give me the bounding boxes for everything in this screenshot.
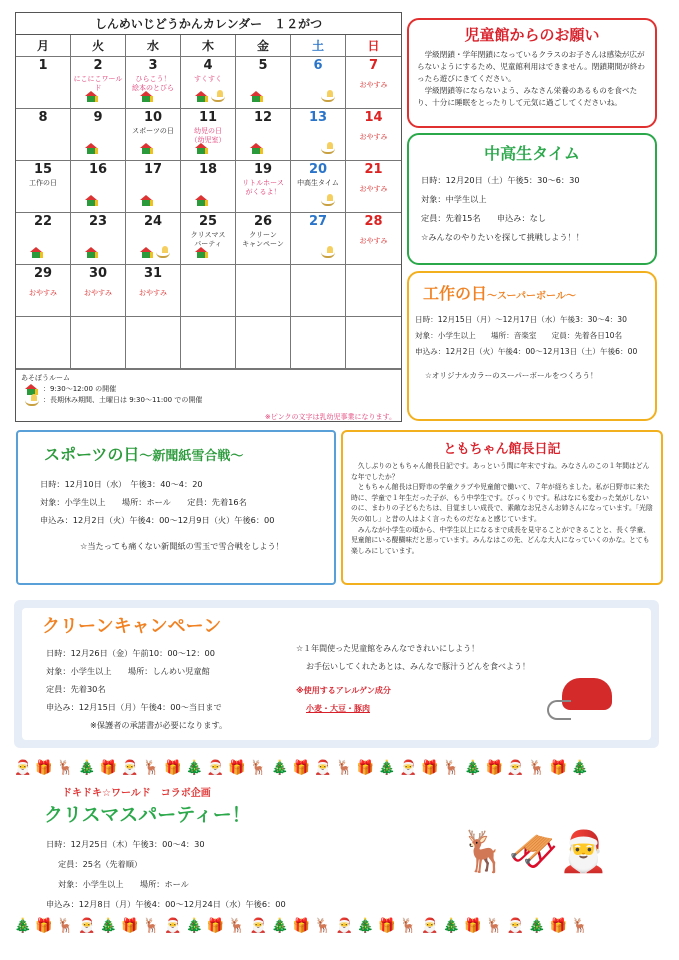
teen-time-details xyxy=(409,164,655,254)
sports-subtitle: ～新聞紙雪合戦～ xyxy=(139,449,244,464)
calendar-day xyxy=(71,109,126,161)
day-number: 11 xyxy=(198,110,218,125)
day-number: 21 xyxy=(364,162,383,177)
day-event: スポーツの日 xyxy=(132,127,174,135)
craft-date: 日時：12月15日（月）～12月17日（水）午後3：30～4：30 xyxy=(415,315,627,324)
xmas-date: 日時：12月25日（木）午後3：00～4：30 xyxy=(46,839,205,849)
xmas-capacity: 定員：25名（先着順） xyxy=(58,859,143,869)
teen-date: 日時：12月20日（土）午後5：30～6：30 xyxy=(421,175,580,185)
house-icon xyxy=(140,91,152,102)
calendar-empty-cell xyxy=(126,317,181,369)
day-number: 2 xyxy=(93,58,103,73)
craft-apply: 申込み：12月2日（火）午後4：00～12月13日（土）午後6：00 xyxy=(415,347,638,356)
day-number: 15 xyxy=(33,162,53,177)
legend-room-label: あそぼうルーム xyxy=(21,374,70,382)
calendar-day xyxy=(291,109,346,161)
calendar-day xyxy=(71,213,126,265)
craft-day-box xyxy=(407,271,657,421)
clean-apply: 申込み：12月15日（月）午後4：00～当日まで xyxy=(46,702,222,712)
calendar-day xyxy=(236,109,291,161)
teen-target: 対象：中学生以上 xyxy=(421,194,487,204)
day-number: 25 xyxy=(198,214,218,229)
craft-title: 工作の日 xyxy=(423,284,488,303)
calendar-day xyxy=(16,213,71,265)
calendar-grid xyxy=(16,35,401,369)
calendar-day xyxy=(346,265,401,317)
calendar-day xyxy=(181,265,236,317)
top-ornament-row: 🎅🎁🦌🎄🎁🎅🦌🎁🎄🎅🎁🦌🎄🎁🎅🦌🎁🎄🎅🎁🦌🎄🎁🎅🦌🎁🎄 xyxy=(14,760,593,776)
request-title: 児童館からのお願い xyxy=(464,26,600,44)
weekday-header: 火 xyxy=(71,35,126,57)
house-icon xyxy=(85,91,97,102)
house-icon xyxy=(250,91,262,102)
craft-details xyxy=(409,304,655,384)
day-number: 30 xyxy=(88,266,108,281)
calendar-day xyxy=(181,161,236,213)
xmas-apply: 申込み：12月8日（月）午後4：00～12月24日（水）午後6：00 xyxy=(46,899,286,909)
day-number: 24 xyxy=(143,214,163,229)
day-number: 10 xyxy=(143,110,163,125)
rocking-horse-icon xyxy=(321,144,335,154)
craft-target: 対象：小学生以上 場所：音楽室 定員：先着各日10名 xyxy=(415,331,623,340)
sports-apply: 申込み：12月2日（火）午後4：00～12月9日（火）午後6：00 xyxy=(40,515,275,525)
rocking-horse-icon xyxy=(25,396,39,406)
craft-subtitle: ～スーパーボール～ xyxy=(487,291,576,302)
day-number: 16 xyxy=(88,162,108,177)
day-number: 18 xyxy=(198,162,218,177)
day-event: すくすく xyxy=(194,75,222,83)
clean-date: 日時：12月26日（金）午前10：00～12：00 xyxy=(46,648,215,658)
day-number: 27 xyxy=(308,214,328,229)
clean-right-text xyxy=(296,640,530,718)
calendar-day xyxy=(16,57,71,109)
calendar-day xyxy=(291,265,346,317)
day-number: 1 xyxy=(38,58,48,73)
day-number: 31 xyxy=(143,266,163,281)
calendar xyxy=(15,12,402,422)
santa-sleigh-icon: 🦌🛷🎅 xyxy=(459,829,609,875)
sports-title: スポーツの日 xyxy=(44,445,140,464)
calendar-day xyxy=(346,161,401,213)
day-event: おやすみ xyxy=(84,289,112,297)
allergen-title: ※使用するアレルゲン成分 xyxy=(296,686,391,695)
day-event: 工作の日 xyxy=(29,179,57,187)
teen-time-box xyxy=(407,133,657,265)
allergen-list: 小麦・大豆・豚肉 xyxy=(306,704,370,713)
legend-note: ※ピンクの文字は乳幼児事業になります。 xyxy=(264,413,396,421)
calendar-day xyxy=(126,161,181,213)
calendar-day xyxy=(71,161,126,213)
sports-note: ☆当たっても痛くない新聞紙の雪玉で雪合戦をしよう！ xyxy=(80,541,284,551)
calendar-day xyxy=(346,213,401,265)
day-event: クリスマス パーティ xyxy=(190,231,226,248)
house-icon xyxy=(195,91,207,102)
day-number: 23 xyxy=(88,214,108,229)
calendar-day xyxy=(126,57,181,109)
house-icon xyxy=(85,143,97,154)
day-number: 13 xyxy=(308,110,328,125)
calendar-day xyxy=(16,161,71,213)
xmas-title: クリスマスパーティー！ xyxy=(44,804,251,826)
weekday-header: 金 xyxy=(236,35,291,57)
xmas-details xyxy=(46,834,286,914)
clean-target: 対象：小学生以上 場所：しんめい児童館 xyxy=(46,666,210,676)
day-number: 22 xyxy=(33,214,53,229)
calendar-day xyxy=(346,109,401,161)
day-number: 20 xyxy=(308,162,328,177)
calendar-empty-cell xyxy=(181,317,236,369)
day-number: 3 xyxy=(148,58,158,73)
house-icon xyxy=(195,247,207,258)
day-number: 8 xyxy=(38,110,48,125)
calendar-day xyxy=(16,265,71,317)
teen-note: ☆みんなのやりたいを探して挑戦しよう！！ xyxy=(421,232,584,242)
legend-line-1: ：9:30～12:00 の開催 xyxy=(43,385,117,393)
legend-line-2: ：長期休み期間、土曜日は 9:30～11:00 での開催 xyxy=(43,396,203,404)
day-event: おやすみ xyxy=(139,289,167,297)
calendar-day xyxy=(236,265,291,317)
bottom-ornament-row: 🎄🎁🦌🎅🎄🎁🦌🎅🎄🎁🦌🎅🎄🎁🦌🎅🎄🎁🦌🎅🎄🎁🦌🎅🎄🎁🦌 xyxy=(14,918,593,934)
rocking-horse-icon xyxy=(321,196,335,206)
teen-capacity: 定員：先着15名 申込み：なし xyxy=(421,213,547,223)
day-event: おやすみ xyxy=(359,133,388,141)
house-icon xyxy=(140,143,152,154)
day-event: おやすみ xyxy=(359,237,388,245)
clean-capacity: 定員：先着30名 xyxy=(46,684,106,694)
day-number: 26 xyxy=(253,214,273,229)
day-event: おやすみ xyxy=(359,185,388,193)
sports-target: 対象：小学生以上 場所：ホール 定員：先着16名 xyxy=(40,497,247,507)
calendar-day xyxy=(126,109,181,161)
day-number: 9 xyxy=(93,110,103,125)
clean-consent-note: ※保護者の承諾書が必要になります。 xyxy=(90,720,228,730)
day-event: ひらこう！ 絵本のとびら xyxy=(132,75,174,92)
calendar-empty-cell xyxy=(346,317,401,369)
day-number: 28 xyxy=(364,214,383,229)
calendar-day xyxy=(236,161,291,213)
calendar-empty-cell xyxy=(16,317,71,369)
calendar-day xyxy=(181,57,236,109)
day-event: クリーン キャンペーン xyxy=(242,231,284,248)
day-number: 19 xyxy=(253,162,273,177)
day-number: 12 xyxy=(253,110,273,125)
rocking-horse-icon xyxy=(321,92,335,102)
calendar-day xyxy=(346,57,401,109)
day-event: 中高生タイム xyxy=(297,179,339,187)
house-icon xyxy=(30,247,42,258)
request-box xyxy=(407,18,657,128)
day-event: おやすみ xyxy=(29,289,57,297)
diary-body: 久しぶりのともちゃん館長日記です。あっという間に年末ですね。みなさんのこの１年間はどんな年でしたか？ ともちゃん館長は日野市の学童クラブや児童館で働いて、７年が経ちました。私が日野市に来た時に、学童で１年生だった子が、もう中学生です。びっくりです。私はなにも変わった気がしないのに、まわりの子どもたちは、目覚ましい成長で、素敵なお兄さんお姉さんになっています。「光陰矢の如し」と昔の人はよく言ったものだなぁと感じています。 みんなが小学生の頃から、中学生以上になるまで成長を見守ることができることと、長く学童、児童館にいる醍醐味だと思っています。みんなはこの先、どんな大人になっていくのかな。とても楽しみにしています。 xyxy=(351,462,653,555)
calendar-title: しんめいじどうかんカレンダー １２がつ xyxy=(16,13,401,35)
clean-title: クリーンキャンペーン xyxy=(42,616,222,637)
calendar-day xyxy=(236,57,291,109)
day-number: 29 xyxy=(33,266,53,281)
calendar-day xyxy=(71,265,126,317)
calendar-day xyxy=(126,265,181,317)
calendar-empty-cell xyxy=(236,317,291,369)
weekday-header: 土 xyxy=(291,35,346,57)
day-event: おやすみ xyxy=(359,81,388,89)
weekday-header: 日 xyxy=(346,35,401,57)
sports-details xyxy=(18,465,334,555)
diary-box xyxy=(341,430,663,585)
calendar-day xyxy=(291,161,346,213)
day-number: 6 xyxy=(313,58,323,73)
day-number: 17 xyxy=(143,162,163,177)
teen-time-title: 中高生タイム xyxy=(484,144,580,163)
craft-note: ☆オリジナルカラーのスーパーボールをつくろう！ xyxy=(425,371,598,380)
house-icon xyxy=(195,195,207,206)
day-number: 5 xyxy=(258,58,268,73)
calendar-day xyxy=(71,57,126,109)
request-body: 学級閉鎖・学年閉鎖になっているクラスのお子さんは感染が広がらないようにするため、児童館利用はできません。閉鎖期間が終わったら遊びにきてください。 学級閉鎖等にならないよう、みなさん栄養のあるものを食べたり、十分に睡眠をとったりして元気に過ごしてくださいね。 xyxy=(417,50,645,107)
rocking-horse-icon xyxy=(211,92,225,102)
house-icon xyxy=(250,143,262,154)
xmas-collab-label: ドキドキ☆ワールド コラボ企画 xyxy=(62,788,211,799)
house-icon xyxy=(140,195,152,206)
calendar-day xyxy=(181,109,236,161)
calendar-day xyxy=(291,213,346,265)
calendar-day xyxy=(291,57,346,109)
day-event: リトルホース がくるよ！ xyxy=(242,179,284,196)
calendar-day xyxy=(16,109,71,161)
clean-message-1: ☆１年間使った児童館をみんなできれいにしよう！ xyxy=(296,644,480,653)
rocking-horse-icon xyxy=(321,248,335,258)
weekday-header: 月 xyxy=(16,35,71,57)
day-number: 14 xyxy=(364,110,383,125)
rocking-horse-icon xyxy=(156,248,170,258)
clean-message-2: お手伝いしてくれたあとは、みんなで豚汁うどんを食べよう！ xyxy=(306,662,530,671)
day-event: にこにこワールド xyxy=(73,75,123,92)
calendar-empty-cell xyxy=(291,317,346,369)
house-icon xyxy=(140,247,152,258)
calendar-day xyxy=(126,213,181,265)
calendar-empty-cell xyxy=(71,317,126,369)
house-icon xyxy=(85,195,97,206)
clean-details xyxy=(46,644,227,734)
house-icon xyxy=(195,143,207,154)
weekday-header: 木 xyxy=(181,35,236,57)
day-number: 4 xyxy=(203,58,213,73)
christmas-section xyxy=(14,760,659,940)
xmas-target: 対象：小学生以上 場所：ホール xyxy=(58,879,189,889)
clean-campaign-panel xyxy=(14,600,659,748)
day-event: 幼児の日 （幼児室） xyxy=(190,127,226,144)
calendar-day xyxy=(181,213,236,265)
house-icon xyxy=(85,247,97,258)
sports-day-box xyxy=(16,430,336,585)
weekday-header: 水 xyxy=(126,35,181,57)
calendar-legend xyxy=(16,369,401,427)
day-number: 7 xyxy=(368,58,379,73)
sports-date: 日時：12月10日（水） 午後3：40～4：20 xyxy=(40,479,203,489)
diary-title: ともちゃん館長日記 xyxy=(443,442,561,457)
calendar-day xyxy=(236,213,291,265)
